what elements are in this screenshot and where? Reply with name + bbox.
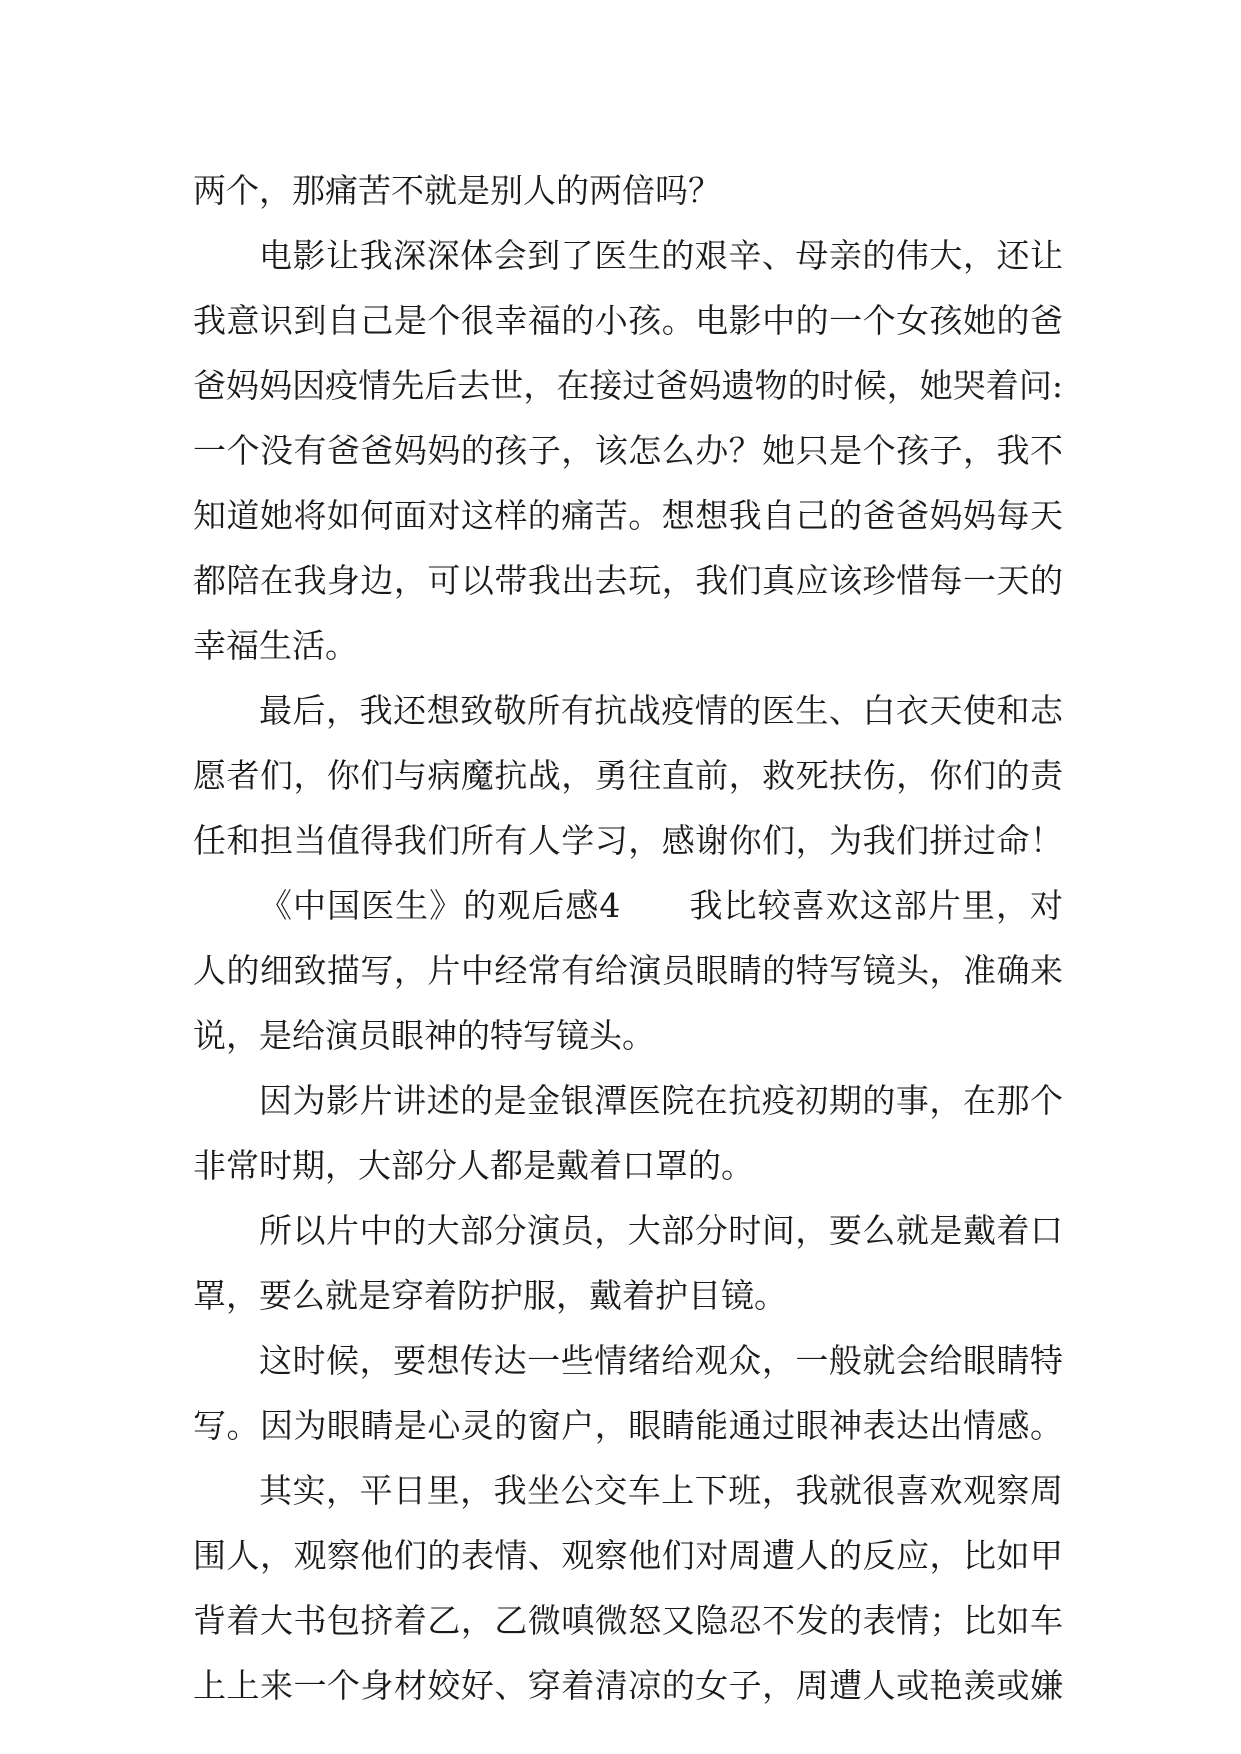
text-line: 上上来一个身材姣好、穿着清凉的女子，周遭人或艳羡或嫌: [193, 1666, 1063, 1705]
text-line: 爸妈妈因疫情先后去世，在接过爸妈遗物的时候，她哭着问:: [193, 366, 1063, 405]
text-line: 幸福生活。: [193, 626, 358, 665]
text-line: 罩，要么就是穿着防护服，戴着护目镜。: [193, 1276, 787, 1315]
text-line: 背着大书包挤着乙，乙微嗔微怒又隐忍不发的表情；比如车: [193, 1601, 1063, 1640]
text-line: 写。因为眼睛是心灵的窗户，眼睛能通过眼神表达出情感。: [193, 1406, 1063, 1445]
text-line: 我意识到自己是个很幸福的小孩。电影中的一个女孩她的爸: [193, 301, 1063, 340]
section-heading-line: 《中国医生》的观后感4 我比较喜欢这部片里，对: [259, 886, 1063, 925]
text-line: 说，是给演员眼神的特写镜头。: [193, 1016, 655, 1055]
paragraph-first-line: 最后，我还想致敬所有抗战疫情的医生、白衣天使和志: [259, 691, 1063, 730]
text-line: 非常时期，大部分人都是戴着口罩的。: [193, 1146, 754, 1185]
text-line: 人的细致描写，片中经常有给演员眼睛的特写镜头，准确来: [193, 951, 1063, 990]
text-line: 任和担当值得我们所有人学习，感谢你们，为我们拼过命！: [193, 821, 1063, 860]
text-line: 知道她将如何面对这样的痛苦。想想我自己的爸爸妈妈每天: [193, 496, 1063, 535]
text-line: 愿者们，你们与病魔抗战，勇往直前，救死扶伤，你们的责: [193, 756, 1063, 795]
paragraph-first-line: 其实，平日里，我坐公交车上下班，我就很喜欢观察周: [259, 1471, 1063, 1510]
paragraph-first-line: 电影让我深深体会到了医生的艰辛、母亲的伟大，还让: [259, 236, 1063, 275]
text-line: 一个没有爸爸妈妈的孩子，该怎么办？她只是个孩子，我不: [193, 431, 1063, 470]
paragraph-first-line: 因为影片讲述的是金银潭医院在抗疫初期的事，在那个: [259, 1081, 1063, 1120]
paragraph-first-line: 这时候，要想传达一些情绪给观众，一般就会给眼睛特: [259, 1341, 1063, 1380]
text-line: 都陪在我身边，可以带我出去玩，我们真应该珍惜每一天的: [193, 561, 1063, 600]
document-body: [193, 158, 1063, 1718]
text-line: 围人，观察他们的表情、观察他们对周遭人的反应，比如甲: [193, 1536, 1063, 1575]
text-line: 两个，那痛苦不就是别人的两倍吗？: [193, 171, 721, 210]
paragraph-first-line: 所以片中的大部分演员，大部分时间，要么就是戴着口: [259, 1211, 1063, 1250]
